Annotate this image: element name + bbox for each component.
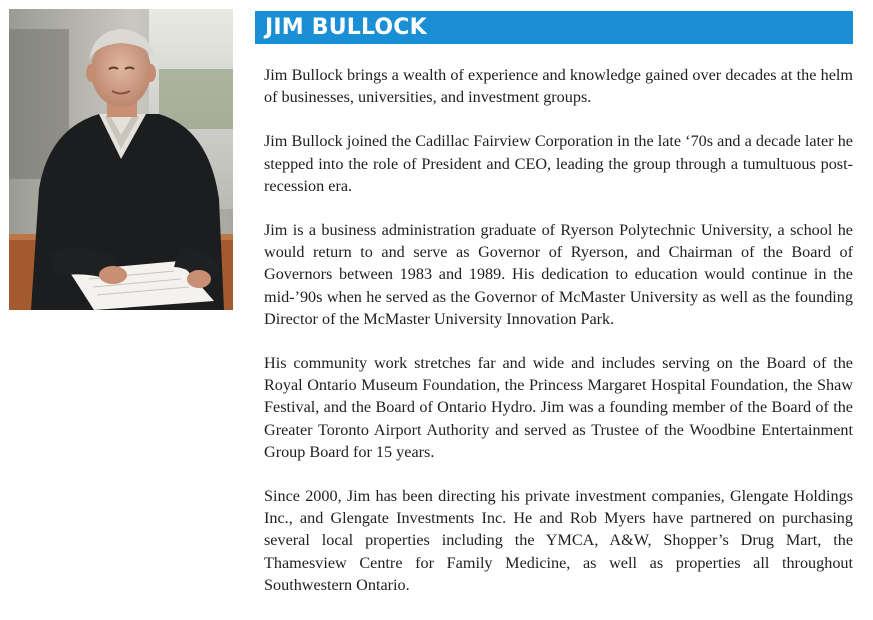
biography [264,64,853,618]
bio-paragraph: Jim Bullock joined the Cadillac Fairview Corporation in the late ‘70s and a decade later he stepped into the role of President and CEO, leading the group through a tumultuous post-recession era. [264,132,853,195]
bio-paragraph: Jim is a business administration graduate of Ryerson Polytechnic University, a school he would return to and serve as Governor of Ryerson, and Chairman of the Board of Governors between 1983 and 1989. His dedication to education would continue in the mid-’90s when he served as the Governor of McMaster University as well as the founding Director of the McMaster University Innovation Park. [264,221,853,328]
bio-paragraph: His community work stretches far and wide and includes serving on the Board of the Royal Ontario Museum Foundation, the Princess Margaret Hospital Foundation, the Shaw Festival, and the Board of Ontario Hydro. Jim was a founding member of the Board of the Greater Toronto Airport Authority and served as Trustee of the Woodbine Entertainment Group Board for 15 years. [264,354,853,461]
person-name: JIM BULLOCK [265,15,427,40]
bio-paragraph: Since 2000, Jim has been directing his private investment companies, Glengate Holdings Inc., and Glengate Investments Inc. He and Rob Myers have partnered on purchasing several local properties including the YMCA, A&W, Shopper’s Drug Mart, the Thamesview Centre for Family Medicine, as well as properties all throughout Southwestern Ontario. [264,487,853,594]
portrait-illustration [9,9,233,310]
name-header [255,11,853,44]
bio-paragraph: Jim Bullock brings a wealth of experience and knowledge gained over decades at the helm of businesses, universities, and investment groups. [264,66,853,107]
profile-photo [9,9,233,310]
